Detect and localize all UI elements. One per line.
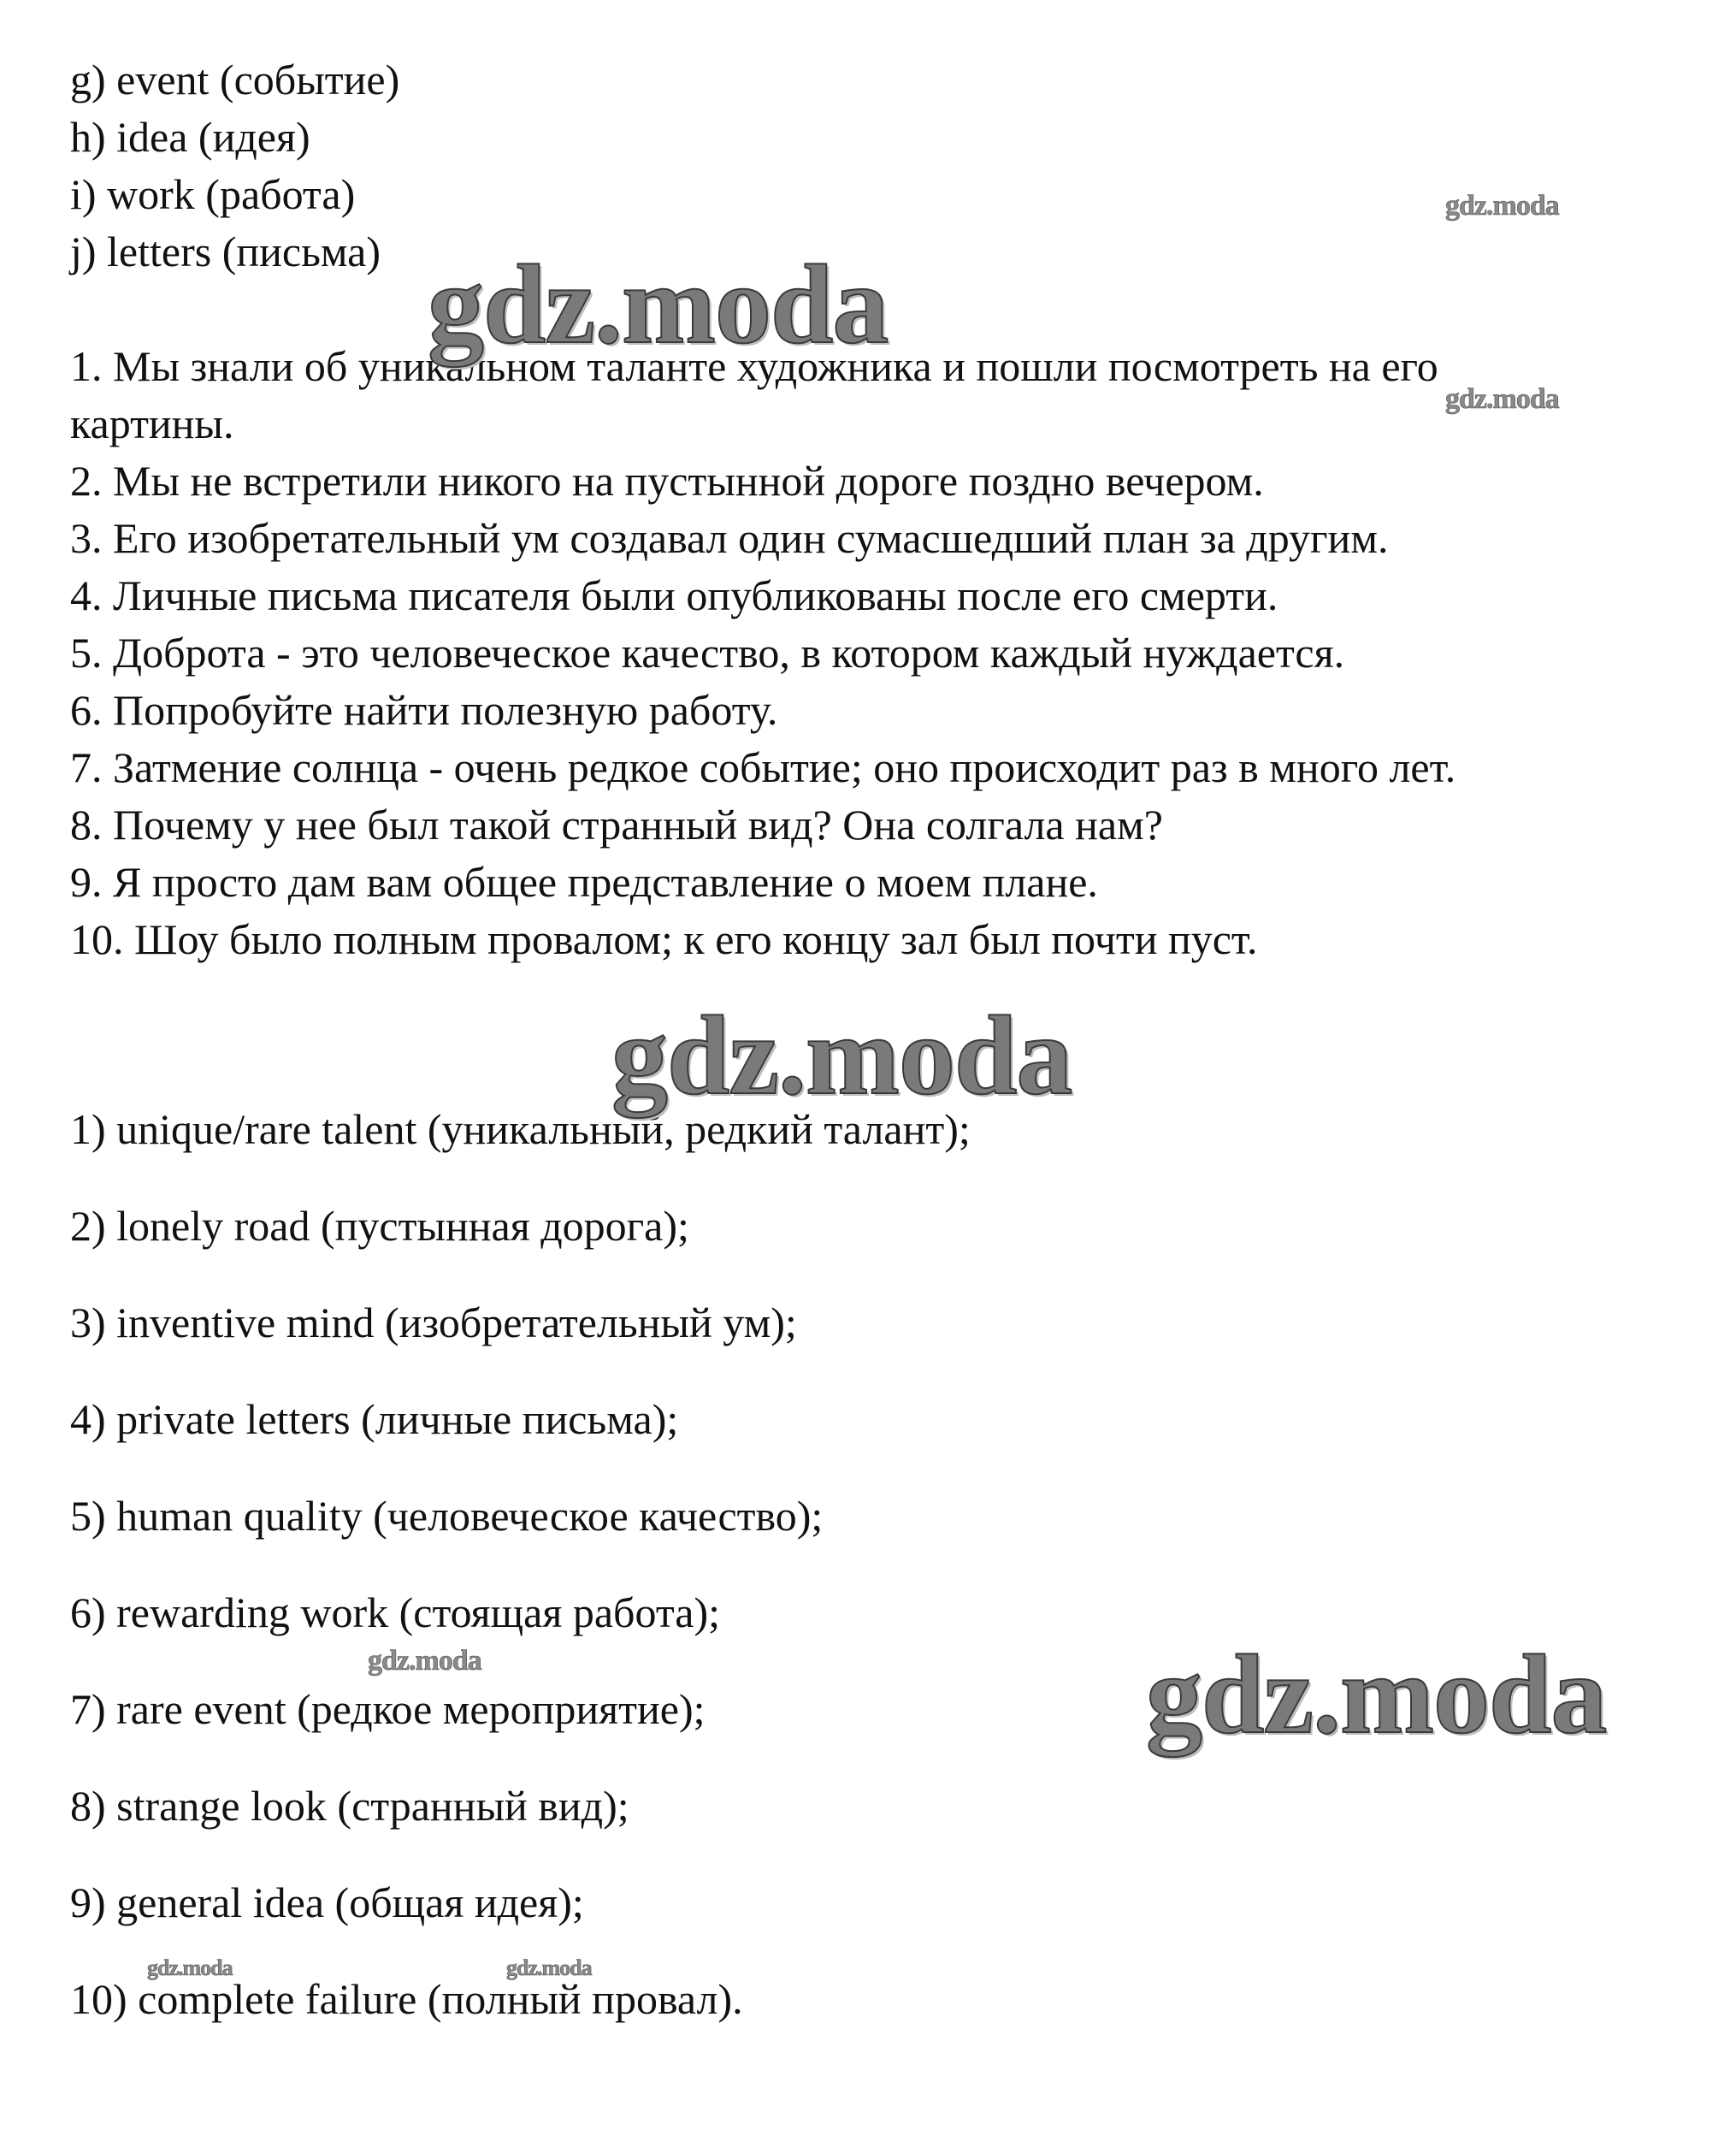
vocab-item-j: j) letters (письма) (70, 228, 381, 275)
vocab-item-i: i) work (работа) (70, 170, 356, 218)
collocation-item: 1) unique/rare talent (уникальный, редкий талант); (70, 1105, 971, 1153)
watermark-small: gdz.moda (368, 1645, 481, 1677)
translation-line: 5. Доброта - это человеческое качество, в котором каждый нуждается. (70, 629, 1345, 677)
collocation-item: 9) general idea (общая идея); (70, 1878, 584, 1926)
collocation-item: 2) lonely road (пустынная дорога); (70, 1202, 689, 1250)
vocab-item-h: h) idea (идея) (70, 113, 310, 161)
watermark-small: gdz.moda (147, 1955, 233, 1980)
watermark-small: gdz.moda (506, 1955, 592, 1980)
translation-line: 10. Шоу было полным провалом; к его концу зал был почти пуст. (70, 915, 1258, 963)
watermark-large: gdz.moda (1146, 1631, 1607, 1757)
watermark-small: gdz.moda (1445, 190, 1559, 222)
translation-line: 7. Затмение солнца - очень редкое событие; оно происходит раз в много лет. (70, 743, 1456, 791)
translation-line: 1. Мы знали об уникальном таланте художника и пошли посмотреть на его (70, 342, 1438, 390)
collocation-item: 5) human quality (человеческое качество); (70, 1492, 824, 1540)
translation-line: 6. Попробуйте найти полезную работу. (70, 686, 778, 734)
watermark-large: gdz.moda (428, 241, 889, 367)
collocation-item: 7) rare event (редкое мероприятие); (70, 1685, 706, 1733)
collocation-item: 4) private letters (личные письма); (70, 1395, 679, 1443)
vocab-item-g: g) event (событие) (70, 56, 400, 104)
translation-line: 3. Его изобретательный ум создавал один сумасшедший план за другим. (70, 514, 1389, 562)
collocation-item: 6) rewarding work (стоящая работа); (70, 1588, 721, 1636)
translation-line: 8. Почему у нее был такой странный вид? Она солгала нам? (70, 801, 1163, 849)
translation-line: 4. Личные письма писателя были опубликованы после его смерти. (70, 571, 1278, 619)
translation-line: 9. Я просто дам вам общее представление о моем плане. (70, 858, 1098, 906)
watermark-small: gdz.moda (1445, 383, 1559, 415)
collocation-item: 10) complete failure (полный провал). (70, 1975, 743, 2023)
collocation-item: 3) inventive mind (изобретательный ум); (70, 1298, 797, 1346)
translation-line: картины. (70, 399, 234, 447)
watermark-large: gdz.moda (611, 992, 1072, 1118)
collocation-item: 8) strange look (странный вид); (70, 1782, 629, 1830)
translation-line: 2. Мы не встретили никого на пустынной дороге поздно вечером. (70, 457, 1264, 505)
